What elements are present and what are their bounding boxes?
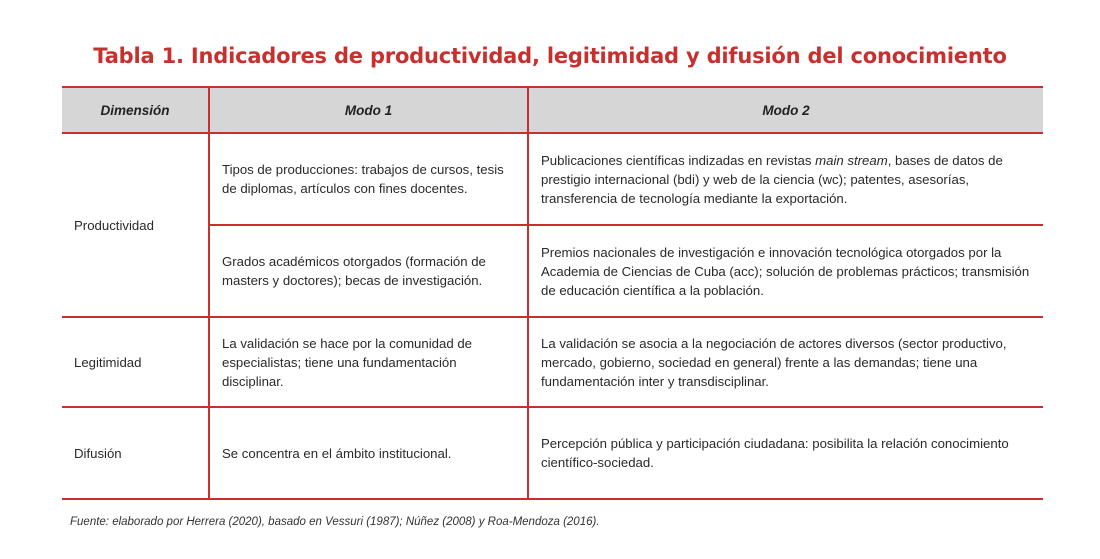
table-row <box>62 317 1043 407</box>
cell-difusion-modo1: Se concentra en el ámbito institucional. <box>209 407 528 499</box>
source-footnote: Fuente: elaborado por Herrera (2020), basado en Vessuri (1987); Núñez (2008) y Roa-Mendoza (2016). <box>70 516 600 528</box>
indicators-table <box>62 86 1043 500</box>
dimension-productividad: Productividad <box>62 133 209 317</box>
cell-productividad-modo2-b: Premios nacionales de investigación e innovación tecnológica otorgados por la Academia de Ciencias de Cuba (acc); solución de problemas prácticos; transmisión de educación científica a la población. <box>528 225 1043 317</box>
dimension-legitimidad: Legitimidad <box>62 317 209 407</box>
cell-legitimidad-modo1: La validación se hace por la comunidad de especialistas; tiene una fundamentación disciplinar. <box>209 317 528 407</box>
header-dimension: Dimensión <box>62 87 209 133</box>
cell-productividad-modo2-a: Publicaciones científicas indizadas en revistas main stream, bases de datos de prestigio internacional (bdi) y web de la ciencia (wc); patentes, asesorías, transferencia de tecnología mediante la exportación. <box>528 133 1043 225</box>
cell-productividad-modo1-b: Grados académicos otorgados (formación de masters y doctores); becas de investigación. <box>209 225 528 317</box>
header-modo-1: Modo 1 <box>209 87 528 133</box>
cell-productividad-modo1-a: Tipos de producciones: trabajos de cursos, tesis de diplomas, artículos con fines docentes. <box>209 133 528 225</box>
table-row <box>62 133 1043 225</box>
dimension-difusion: Difusión <box>62 407 209 499</box>
header-modo-2: Modo 2 <box>528 87 1043 133</box>
cell-difusion-modo2: Percepción pública y participación ciudadana: posibilita la relación conocimiento científico-sociedad. <box>528 407 1043 499</box>
cell-legitimidad-modo2: La validación se asocia a la negociación de actores diversos (sector productivo, mercado, gobierno, sociedad en general) frente a las demandas; tiene una fundamentación inter y transdisciplinar. <box>528 317 1043 407</box>
table-title: Tabla 1. Indicadores de productividad, legitimidad y difusión del conocimiento <box>93 44 1007 68</box>
table-row <box>62 225 1043 317</box>
table-row <box>62 407 1043 499</box>
